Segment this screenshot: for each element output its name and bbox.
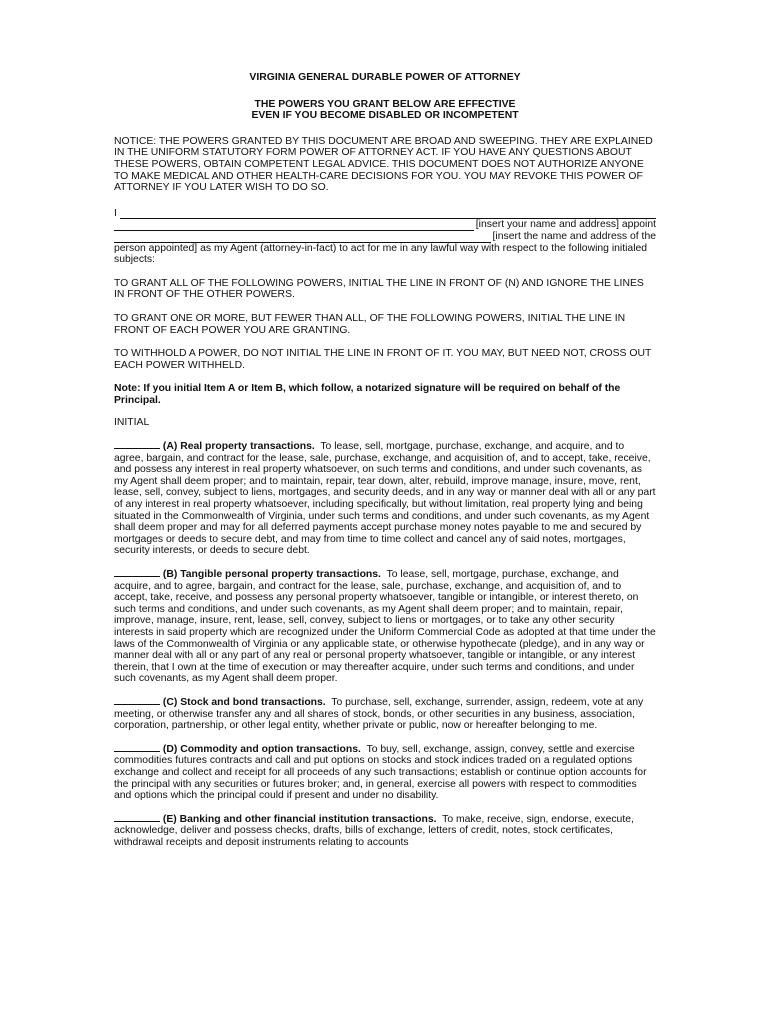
item-a-heading: (A) Real property transactions. — [162, 441, 315, 453]
grant-rest: person appointed] as my Agent (attorney-in-fact) to act for me in any lawful way with respect to the following initialed subjects: — [114, 242, 648, 266]
grant-clause — [114, 208, 656, 266]
grant-insert-name: [insert your name and address] appoint — [475, 219, 656, 231]
instruction-grant-some: TO GRANT ONE OR MORE, BUT FEWER THAN ALL, OF THE FOLLOWING POWERS, INITIAL THE LINE IN FRONT OF EACH POWER YOU ARE GRANTING. — [114, 312, 626, 336]
grant-row-principal-address — [114, 219, 656, 231]
initial-line-e[interactable] — [114, 813, 160, 822]
power-item-b — [114, 568, 656, 685]
notice-paragraph: NOTICE: THE POWERS GRANTED BY THIS DOCUMENT ARE BROAD AND SWEEPING. THEY ARE EXPLAINED IN THE UNIFORM STATUTORY FORM POWER OF ATTORNEY ACT. IF YOU HAVE ANY QUESTIONS ABOUT THESE POWERS, OBTAIN COMPETENT LEGAL ADVICE. THIS DOCUMENT DOES NOT AUTHORIZE ANYONE TO MAKE MEDICAL AND OTHER HEALTH-CARE DECISIONS FOR YOU. YOU MAY REVOKE THIS POWER OF ATTORNEY IF YOU LATER WISH TO DO SO. — [114, 135, 653, 194]
instruction-grant-all: TO GRANT ALL OF THE FOLLOWING POWERS, INITIAL THE LINE IN FRONT OF (N) AND IGNORE THE LINES IN FRONT OF THE OTHER POWERS. — [114, 277, 644, 301]
subtitle-line-2: EVEN IF YOU BECOME DISABLED OR INCOMPETENT — [251, 110, 519, 122]
principal-name-line[interactable] — [120, 209, 656, 219]
initial-label: INITIAL — [114, 417, 150, 429]
document-title: VIRGINIA GENERAL DURABLE POWER OF ATTORNEY — [249, 72, 521, 83]
initial-line-d[interactable] — [114, 743, 160, 752]
principal-address-line[interactable] — [114, 221, 474, 231]
initial-line-b[interactable] — [114, 568, 160, 577]
item-e-body: To make, receive, sign, endorse, execute, acknowledge, deliver and possess checks, drafts, bills of exchange, letters of credit, notes, stock certificates, withdrawal receipts and deposit instruments relating to accounts — [114, 813, 634, 848]
agent-name-line[interactable] — [114, 233, 491, 243]
power-item-c — [114, 696, 656, 732]
instruction-withhold: TO WITHHOLD A POWER, DO NOT INITIAL THE LINE IN FRONT OF IT. YOU MAY, BUT NEED NOT, CROSS OUT EACH POWER WITHHELD. — [114, 348, 652, 371]
item-d-body: To buy, sell, exchange, assign, convey, settle and exercise commodities futures contracts and call and put options on stocks and stock indices traded on a regulated options exchange and collect and receipt for all proceeds of any such transactions; establish or continue option accounts for the principal with any securities or futures broker; and, in general, exercise all powers with respect to commodities and options which the principal could if present and under no disability. — [114, 743, 647, 802]
initial-line-c[interactable] — [114, 696, 160, 705]
power-item-d — [114, 743, 656, 802]
item-e-heading: (E) Banking and other financial institution transactions. — [162, 813, 437, 825]
grant-row-agent — [114, 231, 656, 243]
grant-insert-agent: [insert the name and address of the — [492, 230, 656, 242]
power-item-a — [114, 440, 656, 557]
item-d-heading: (D) Commodity and option transactions. — [162, 743, 361, 755]
item-c-body: To purchase, sell, exchange, surrender, assign, redeem, vote at any meeting, or otherwise transfer any and all shares of stock, bonds, or other securities in any business, association, corporation, partnership, or other legal entity, whether private or public, now or hereafter belonging to me. — [114, 696, 644, 732]
subtitle-line-1: THE POWERS YOU GRANT BELOW ARE EFFECTIVE — [254, 98, 516, 110]
item-b-heading: (B) Tangible personal property transactions. — [162, 569, 381, 580]
notarization-note: Note: If you initial Item A or Item B, which follow, a notarized signature will be required on behalf of the Principal. — [114, 383, 621, 406]
power-item-e — [114, 813, 656, 849]
item-b-body: To lease, sell, mortgage, purchase, exchange, and acquire, and to agree, bargain, and contract for the lease, sale, purchase, exchange, and acquisition of, and to accept, take, receive, and possess any personal property whatsoever, tangible or intangible, or interest thereto, on such terms and conditions, and under such covenants, as my Agent shall deem proper; and to maintain, repair, improve, manage, insure, rent, lease, sell, convey, subject to liens or mortgages, or to take any other security interests in said property which are recognized under the Uniform Commercial Code as adopted at that time under the laws of the Commonwealth of Virginia or any applicable state, or otherwise hypothecate (pledge), and in any way or manner deal with all or any part of any real or personal property whatsoever, tangible or intangible, or any interest therein, that I own at the time of execution or may thereafter acquire, under such terms and conditions, and under such covenants, as my Agent shall deem proper. — [114, 569, 656, 685]
grant-i: I — [114, 207, 117, 219]
initial-line-a[interactable] — [114, 440, 160, 449]
document-subtitle — [114, 99, 656, 122]
document-page — [114, 72, 656, 848]
grant-row-principal — [114, 208, 656, 220]
item-c-heading: (C) Stock and bond transactions. — [162, 696, 326, 708]
item-a-body: To lease, sell, mortgage, purchase, exchange, and acquire, and to agree, bargain, and contract for the lease, sale, purchase, exchange, and acquisition of, and to accept, take, receive, and possess any interest in real property whatsoever, on such terms and conditions, and under such covenants, as my Agent shall deem proper; and to maintain, repair, tear down, alter, rebuild, improve manage, insure, move, rent, lease, sell, convey, subject to liens, mortgages, and security deeds, and in any way or manner deal with all or any part of any interest in real property whatsoever, including specifically, but without limitation, real property lying and being situated in the Commonwealth of Virginia, under such terms and conditions, and under such covenants, as my Agent shall deem proper and may for all deferred payments accept purchase money notes payable to me and secured by mortgages or deeds to secure debt, and may from time to time collect and cancel any of said notes, mortgages, security interests, or deeds to secure debt. — [114, 441, 656, 557]
